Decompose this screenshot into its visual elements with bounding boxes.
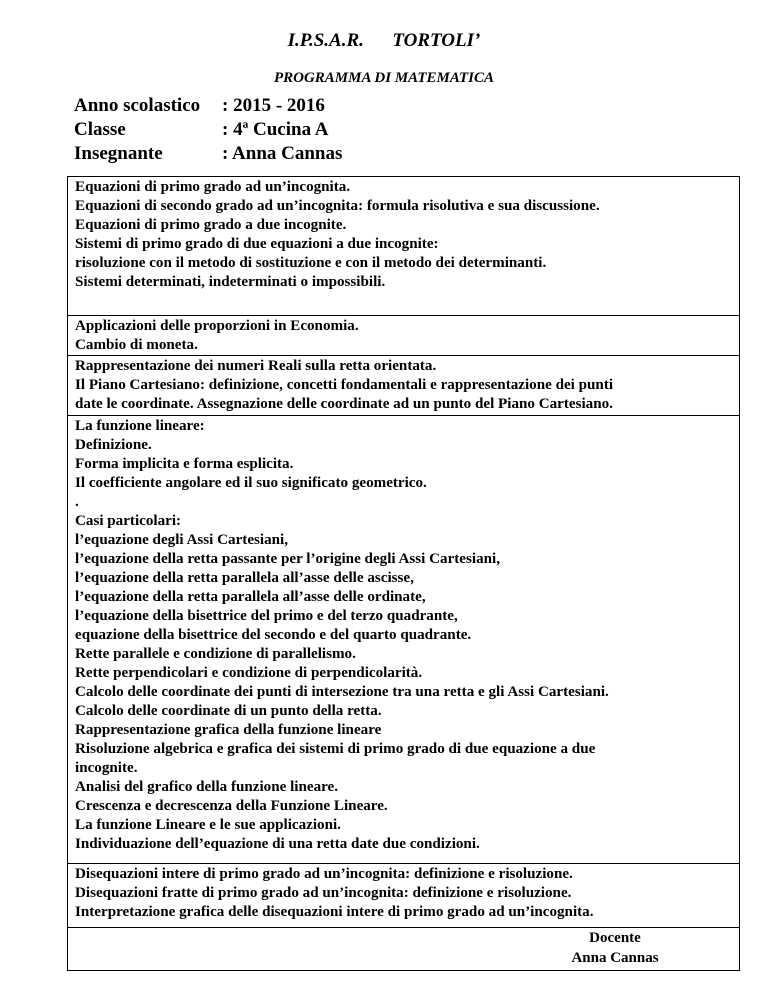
list-item: La funzione lineare: — [75, 418, 205, 434]
list-item: equazione della bisettrice del secondo e del quarto quadrante. — [75, 627, 472, 643]
list-item: La funzione Lineare e le sue applicazioni. — [75, 817, 341, 833]
section-inequalities — [68, 864, 739, 928]
program-table — [67, 176, 740, 928]
list-item: Casi particolari: — [75, 513, 182, 529]
list-item: incognite. — [75, 760, 138, 776]
list-item: l’equazione degli Assi Cartesiani, — [75, 532, 288, 548]
list-item: Interpretazione grafica delle disequazioni intere di primo grado ad un’incognita. — [75, 904, 594, 920]
list-item: l’equazione della bisettrice del primo e del terzo quadrante, — [75, 608, 458, 624]
info-row-class — [74, 119, 329, 141]
list-item: Rette parallele e condizione di parallelismo. — [75, 646, 356, 662]
list-item: Forma implicita e forma esplicita. — [75, 456, 294, 472]
list-item: Analisi del grafico della funzione lineare. — [75, 779, 339, 795]
list-item: Equazioni di secondo grado ad un’incognita: formula risolutiva e sua discussione. — [75, 198, 600, 214]
list-item: Calcolo delle coordinate dei punti di intersezione tra una retta e gli Assi Cartesiani. — [75, 684, 609, 700]
list-item: risoluzione con il metodo di sostituzione e con il metodo dei determinanti. — [75, 255, 547, 271]
info-label: Anno scolastico — [74, 95, 201, 116]
list-item: Rappresentazione dei numeri Reali sulla retta orientata. — [75, 358, 437, 374]
list-item: date le coordinate. Assegnazione delle coordinate ad un punto del Piano Cartesiano. — [75, 396, 613, 412]
info-value: : 4ª Cucina A — [222, 119, 329, 140]
list-item: Equazioni di primo grado ad un’incognita. — [75, 179, 351, 195]
list-item: Il coefficiente angolare ed il suo significato geometrico. — [75, 475, 427, 491]
list-item: l’equazione della retta parallela all’asse delle ascisse, — [75, 570, 414, 586]
info-value: : Anna Cannas — [222, 143, 343, 164]
school-name: I.P.S.A.R. TORTOLI’ — [287, 30, 481, 51]
info-row-teacher — [74, 143, 342, 165]
list-item: l’equazione della retta parallela all’asse delle ordinate, — [75, 589, 426, 605]
info-label: Insegnante — [74, 143, 163, 164]
list-item: Rette perpendicolari e condizione di perpendicolarità. — [75, 665, 423, 681]
list-item: Sistemi di primo grado di due equazioni a due incognite: — [75, 236, 439, 252]
list-item: Applicazioni delle proporzioni in Economia. — [75, 318, 359, 334]
list-item: Definizione. — [75, 437, 152, 453]
list-item: Il Piano Cartesiano: definizione, concetti fondamentali e rappresentazione dei punti — [75, 377, 614, 393]
list-item: Sistemi determinati, indeterminati o impossibili. — [75, 274, 386, 290]
list-item: . — [75, 494, 79, 510]
section-equations — [68, 177, 739, 316]
section-cartesian — [68, 356, 739, 416]
info-label: Classe — [74, 119, 126, 140]
list-item: Individuazione dell’equazione di una retta date due condizioni. — [75, 836, 480, 852]
list-item: Cambio di moneta. — [75, 337, 198, 353]
list-item: Crescenza e decrescenza della Funzione Lineare. — [75, 798, 388, 814]
list-item: Disequazioni intere di primo grado ad un’incognita: definizione e risoluzione. — [75, 866, 573, 882]
list-item: Calcolo delle coordinate di un punto della retta. — [75, 703, 382, 719]
list-item: Disequazioni fratte di primo grado ad un’incognita: definizione e risoluzione. — [75, 885, 572, 901]
list-item: Rappresentazione grafica della funzione lineare — [75, 722, 382, 738]
teacher-role: Docente — [589, 930, 641, 946]
document-title: PROGRAMMA DI MATEMATICA — [273, 70, 495, 86]
teacher-name: Anna Cannas — [571, 950, 659, 966]
section-linear-function — [68, 416, 739, 864]
info-row-year — [74, 95, 325, 117]
info-value: : 2015 - 2016 — [222, 95, 325, 116]
list-item: Equazioni di primo grado a due incognite. — [75, 217, 347, 233]
section-economics — [68, 316, 739, 356]
list-item: l’equazione della retta passante per l’origine degli Assi Cartesiani, — [75, 551, 500, 567]
list-item: Risoluzione algebrica e grafica dei sistemi di primo grado di due equazione a due — [75, 741, 596, 757]
